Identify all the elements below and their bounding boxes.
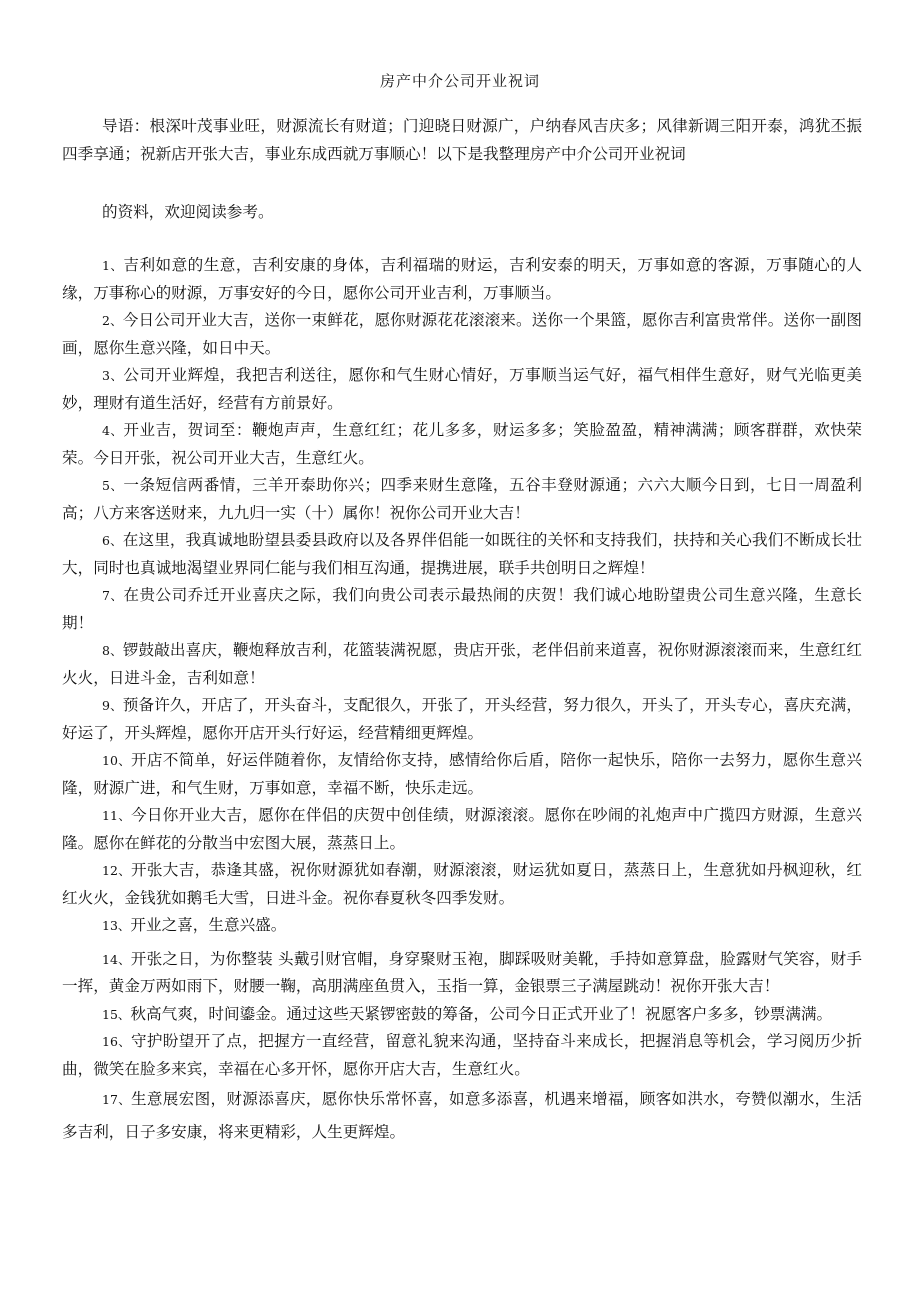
item-number: 12、 [102, 863, 132, 878]
list-item [62, 946, 862, 1001]
list-item [62, 857, 862, 912]
list-item [62, 527, 862, 582]
item-text: 预备许久，开店了，开头奋斗，支配很久，开张了，开头经营，努力很久，开头了，开头专心，喜庆充满，好运了，开头辉煌，愿你开店开头行好运，经营精细更辉煌。 [62, 696, 862, 742]
item-text: 守护盼望开了点，把握方一直经营，留意礼貌来沟通，坚持奋斗来成长，把握消息等机会，学习阅历少折曲，微笑在脸多来宾，幸福在心多开怀，愿你开店大吉，生意红火。 [62, 1032, 862, 1078]
item-number: 9、 [102, 698, 123, 713]
list-item [62, 307, 862, 362]
intro-paragraph: 导语：根深叶茂事业旺，财源流长有财道；门迎晓日财源广，户纳春风吉庆多；风律新调三阳开泰，鸿犹丕振四季享通；祝新店开张大吉，事业东成西就万事顺心！以下是我整理房产中介公司开业祝词 [62, 117, 862, 163]
item-text: 生意展宏图，财源添喜庆，愿你快乐常怀喜，如意多添喜，机遇来增福，顾客如洪水，夸赞似潮水，生活多吉利，日子多安康，将来更精彩，人生更辉煌。 [62, 1090, 862, 1141]
item-number: 16、 [102, 1034, 132, 1049]
item-number: 6、 [102, 533, 123, 548]
item-text: 在这里，我真诚地盼望县委县政府以及各界伴侣能一如既往的关怀和支持我们，扶持和关心我们不断成长壮大，同时也真诚地渴望业界同仁能与我们相互沟通，提携进展，联手共创明日之辉煌！ [62, 531, 862, 577]
item-text: 公司开业辉煌，我把吉利送往，愿你和气生财心情好，万事顺当运气好，福气相伴生意好，财气光临更美妙，理财有道生活好，经营有方前景好。 [62, 366, 862, 412]
item-text: 锣鼓敲出喜庆，鞭炮释放吉利，花篮装满祝愿，贵店开张，老伴侣前来道喜，祝你财源滚滚而来，生意红红火火，日进斗金，吉利如意！ [62, 641, 862, 687]
item-text: 开张之日，为你整装 头戴引财官帽，身穿聚财玉袍，脚踩吸财美靴，手持如意算盘，脸露财气笑容，财手一挥，黄金万两如雨下，财腰一鞠，高朋满座鱼贯入，玉指一算，金银票三子满屋跳动！祝你开张大吉！ [62, 949, 862, 995]
item-number: 14、 [102, 951, 131, 967]
list-item [62, 1028, 862, 1083]
item-number: 15、 [102, 1006, 131, 1022]
intro-paragraph-tail: 的资料，欢迎阅读参考。 [102, 203, 274, 221]
item-text: 吉利如意的生意，吉利安康的身体，吉利福瑞的财运，吉利安泰的明天，万事如意的客源，万事随心的人缘，万事称心的财源，万事安好的今日，愿你公司开业吉利，万事顺当。 [62, 256, 862, 302]
list-item [62, 912, 862, 940]
list-item [62, 582, 862, 637]
item-text: 今日你开业大吉，愿你在伴侣的庆贺中创佳绩，财源滚滚。愿你在吵闹的礼炮声中广揽四方财源，生意兴隆。愿你在鲜花的分散当中宏图大展，蒸蒸日上。 [62, 806, 862, 852]
item-text: 开业之喜，生意兴盛。 [130, 916, 287, 934]
item-number: 17、 [102, 1092, 132, 1107]
list-item [62, 252, 862, 307]
list-item [62, 417, 862, 472]
list-item [62, 637, 862, 692]
list-item [62, 472, 862, 527]
item-text: 今日公司开业大吉，送你一束鲜花，愿你财源花花滚滚来。送你一个果篮，愿你吉利富贵常伴。送你一副图画，愿你生意兴隆，如日中天。 [62, 311, 862, 357]
list-item [62, 1001, 862, 1029]
list-item [62, 362, 862, 417]
item-number: 13、 [102, 918, 131, 933]
item-number: 11、 [102, 808, 132, 823]
item-number: 10、 [102, 753, 132, 768]
item-number: 3、 [102, 368, 124, 383]
list-item [62, 1083, 862, 1149]
item-text: 开业吉，贺词至：鞭炮声声，生意红红；花儿多多，财运多多；笑脸盈盈，精神满满；顾客群群，欢快荣荣。今日开张，祝公司开业大吉，生意红火。 [62, 421, 862, 467]
item-number: 5、 [102, 478, 124, 493]
item-number: 1、 [102, 258, 124, 273]
item-number: 7、 [102, 588, 124, 603]
list-item [62, 692, 862, 747]
document-title: 房产中介公司开业祝词 [379, 72, 540, 90]
item-number: 4、 [102, 423, 124, 438]
greetings-list [62, 252, 862, 1149]
list-item [62, 802, 862, 857]
item-number: 2、 [102, 313, 123, 328]
item-text: 开张大吉，恭逢其盛，祝你财源犹如春潮，财源滚滚，财运犹如夏日，蒸蒸日上，生意犹如丹枫迎秋，红红火火，金钱犹如鹅毛大雪，日进斗金。祝你春夏秋冬四季发财。 [62, 861, 862, 907]
item-text: 开店不简单，好运伴随着你，友情给你支持，感情给你后盾，陪你一起快乐，陪你一去努力，愿你生意兴隆，财源广进，和气生财，万事如意，幸福不断，快乐走远。 [62, 751, 862, 797]
item-text: 在贵公司乔迁开业喜庆之际，我们向贵公司表示最热闹的庆贺！我们诚心地盼望贵公司生意兴隆，生意长期！ [62, 586, 862, 632]
item-text: 秋高气爽，时间鎏金。通过这些天紧锣密鼓的筹备，公司今日正式开业了！祝愿客户多多，钞票满满。 [130, 1004, 833, 1023]
item-text: 一条短信两番情，三羊开泰助你兴；四季来财生意隆，五谷丰登财源通；六六大顺今日到，七日一周盈利高；八方来客送财来，九九归一实（十）属你！祝你公司开业大吉！ [62, 476, 862, 522]
list-item [62, 747, 862, 802]
item-number: 8、 [102, 643, 123, 658]
